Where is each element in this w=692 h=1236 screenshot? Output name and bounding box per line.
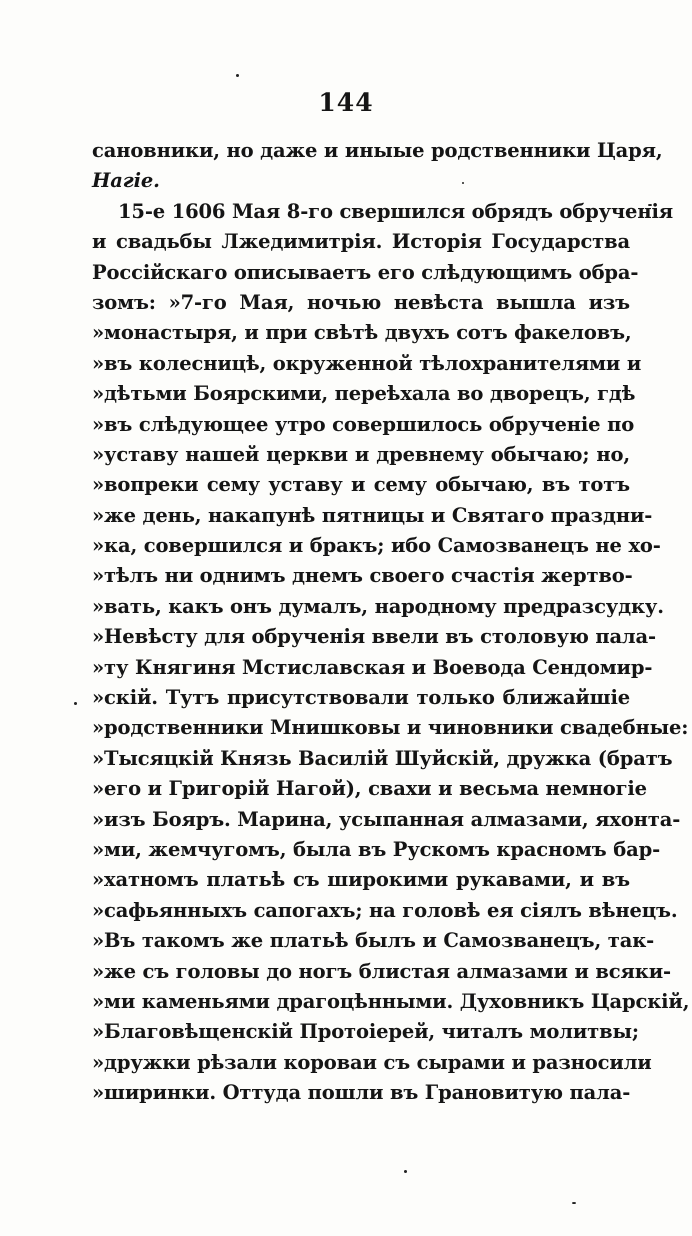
- print-speck: [236, 74, 239, 77]
- text-line: и свадьбы Лжедимитрія. Исторія Государства: [92, 230, 630, 254]
- text-line: »въ колесницѣ, окруженной тѣлохранителями и: [92, 351, 642, 375]
- text-line: »Невѣсту для обрученія ввели въ столовую пала-: [92, 625, 656, 649]
- print-speck: [404, 1170, 407, 1173]
- text-line: »ка, совершился и бракъ; ибо Самозванецъ не хо-: [92, 534, 661, 558]
- text-line: »ми, жемчугомъ, была въ Рускомъ красномъ бар-: [92, 837, 661, 861]
- text-line: зомъ: »7-го Мая, ночью невѣста вышла изъ: [92, 290, 630, 314]
- text-line: »же день, накапунѣ пятницы и Святаго праздни-: [92, 503, 653, 527]
- text-line: 15-е 1606 Мая 8-го свершился обрядъ обрученія: [118, 199, 673, 223]
- text-line: »вопреки сему уставу и сему обычаю, въ тотъ: [92, 473, 630, 497]
- text-line: »дружки рѣзали короваи съ сырами и разносили: [92, 1050, 652, 1074]
- text-line: »уставу нашей церкви и древнему обычаю; но,: [92, 442, 630, 466]
- text-line: »хатномъ платьѣ съ широкими рукавами, и въ: [92, 868, 630, 892]
- text-line: »въ слѣдующее утро совершилось обрученіе по: [92, 412, 635, 436]
- text-line: »родственники Мнишковы и чиновники свадебные:: [92, 716, 689, 740]
- text-line: »же съ головы до ногъ блистая алмазами и всяки-: [92, 959, 671, 983]
- text-line: »его и Григорій Нагой), свахи и весьма немногіе: [92, 777, 647, 801]
- text-line: »ширинки. Оттуда пошли въ Грановитую пала-: [92, 1081, 631, 1105]
- text-line: Нагіе.: [92, 169, 160, 193]
- text-line: »Благовѣщенскій Протоіерей, читалъ молитвы;: [92, 1020, 639, 1044]
- text-line: сановники, но даже и иныые родственники Царя,: [92, 139, 663, 162]
- text-line: »изъ Бояръ. Марина, усыпанная алмазами, яхонта-: [92, 807, 681, 831]
- text-line: »Тысяцкій Князь Василій Шуйскій, дружка (братъ: [92, 746, 673, 770]
- print-speck: [74, 702, 77, 705]
- text-line: »ту Княгиня Мстиславская и Воевода Сендомир-: [92, 655, 653, 679]
- print-speck: [572, 1202, 576, 1204]
- text-line: »дѣтьми Боярскими, переѣхала во дворецъ, гдѣ: [92, 382, 636, 406]
- text-line: »монастыря, и при свѣтѣ двухъ сотъ факеловъ,: [92, 321, 632, 345]
- text-line: »скій. Тутъ присутствовали только ближайшіе: [92, 686, 630, 710]
- page-number: 144: [318, 88, 374, 117]
- text-line: »вать, какъ онъ думалъ, народному предразсудку.: [92, 594, 664, 618]
- text-line: »Въ такомъ же платьѣ былъ и Самозванецъ, так-: [92, 929, 655, 953]
- text-line: »тѣлъ ни однимъ днемъ своего счастія жертво-: [92, 564, 633, 588]
- text-line: Россійскаго описываетъ его слѣдующимъ обра-: [92, 260, 639, 284]
- text-line: »сафьянныхъ сапогахъ; на головѣ ея сіялъ вѣнецъ.: [92, 898, 678, 922]
- text-line: »ми каменьями драгоцѣнными. Духовникъ Царскій,: [92, 989, 690, 1013]
- body-text: [92, 136, 690, 1109]
